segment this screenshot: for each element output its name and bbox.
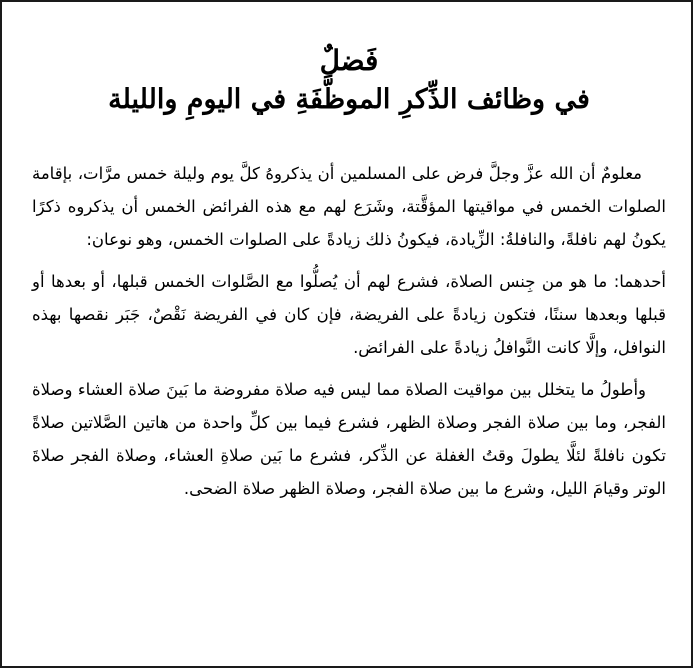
body-text [32,157,666,505]
document-page [32,42,666,505]
paragraph-2: أحدهما: ما هو من جِنس الصلاة، فشرع لهم أن يُصلُّوا مع الصَّلوات الخمس قبلها، أو بعدها أو قبلها وبعدها سننًا، فتكون زيادةً على الفريضة، فإن كان في الفريضة نَقْصٌ، جَبَر نقصها بهذه النوافل، وإلَّا كانت النَّوافلُ زيادةً على الفرائض. [32,272,666,357]
section-subheading: في وظائف الذِّكرِ الموظَّفَةِ في اليومِ والليلة [108,84,590,115]
paragraph-3: وأطولُ ما يتخلل بين مواقيت الصلاة مما ليس فيه صلاة مفروضة ما بَينَ صلاة العشاء وصلاة الفجر، وما بين صلاة الفجر وصلاة الظهر، فشرع فيما بين كلِّ واحدة من هاتين الصَّلاتين صلاةً تكون نافلةً لئلَّا يطولَ وقتُ الغفلة عن الذِّكر، فشرع ما بَين صلاةِ العشاء، وصلاة الفجر صلاةَ الوتر وقيامَ الليل، وشرع ما بين صلاة الفجر، وصلاة الظهر صلاة الضحى. [32,380,666,498]
section-heading: فَضلٌ [319,44,379,77]
paragraph-1: معلومٌ أن الله عزَّ وجلَّ فرض على المسلمين أن يذكروهُ كلَّ يوم وليلة خمس مرَّات، بإقامة الصلوات الخمس في مواقيتها المؤقَّتة، وشَرَع لهم مع هذه الفرائض الخمس أن يذكروه ذكرًا يكونُ لهم نافلةً، والنافلةُ: الزِّيادة، فيكونُ ذلك زيادةً على الصلوات الخمس، وهو نوعان: [32,164,666,249]
